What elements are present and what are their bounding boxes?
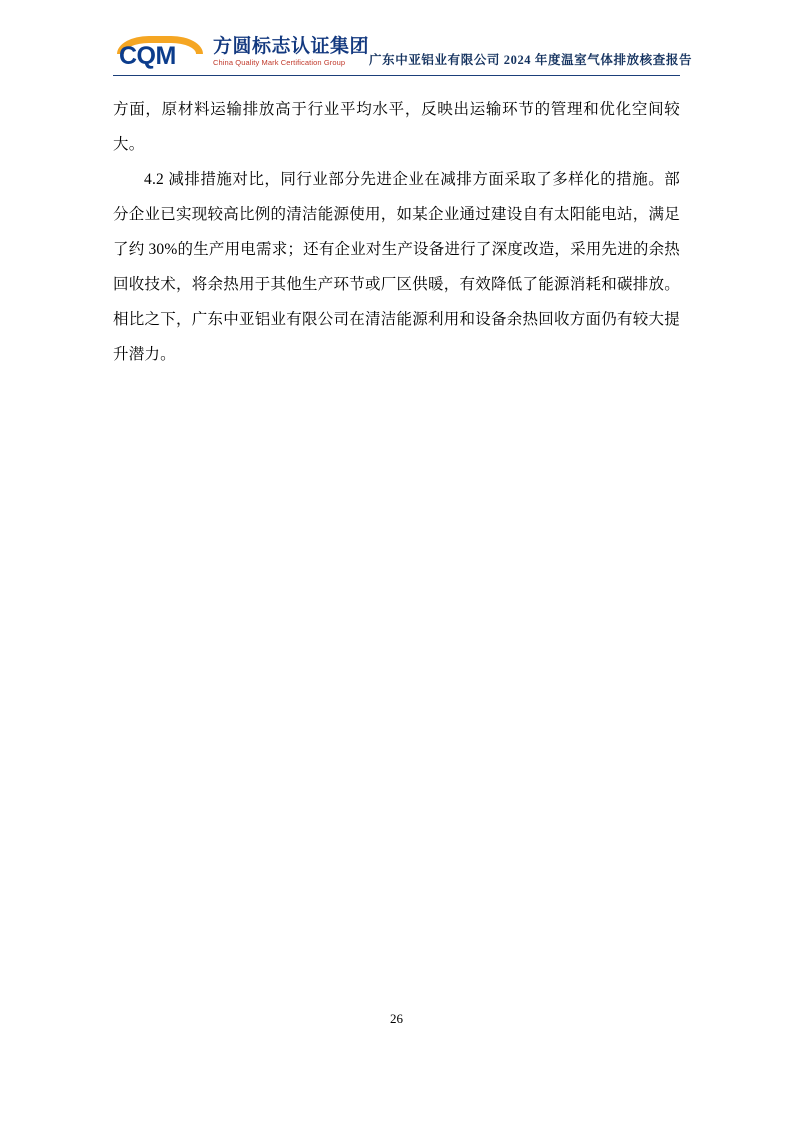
logo-wordmark (213, 37, 369, 67)
logo-name-cn: 方圆标志认证集团 (213, 36, 370, 58)
company-logo (113, 34, 369, 70)
cqm-logo-icon (113, 34, 209, 70)
page-header (113, 26, 693, 76)
logo-abbr-text: CQM (119, 42, 176, 70)
header-divider (113, 75, 680, 76)
header-title: 广东中亚铝业有限公司 2024 年度温室气体排放核查报告 (369, 53, 693, 67)
header-inner (113, 26, 693, 70)
page-content (113, 92, 680, 372)
page-number: 26 (390, 1011, 403, 1026)
paragraph: 4.2 减排措施对比，同行业部分先进企业在减排方面采取了多样化的措施。部分企业已实现较高比例的清洁能源使用，如某企业通过建设自有太阳能电站，满足了约 30%的生产用电需求；还有企业对生产设备进行了深度改造，采用先进的余热回收技术，将余热用于其他生产环节或厂区供暖，有效降低了能源消耗和碳排放。相比之下，广东中亚铝业有限公司在清洁能源利用和设备余热回收方面仍有较大提升潜力。 (113, 171, 680, 363)
logo-name-en: China Quality Mark Certification Group (213, 58, 346, 68)
paragraph: 方面，原材料运输排放高于行业平均水平，反映出运输环节的管理和优化空间较大。 (113, 101, 680, 153)
page-footer (0, 1010, 793, 1028)
